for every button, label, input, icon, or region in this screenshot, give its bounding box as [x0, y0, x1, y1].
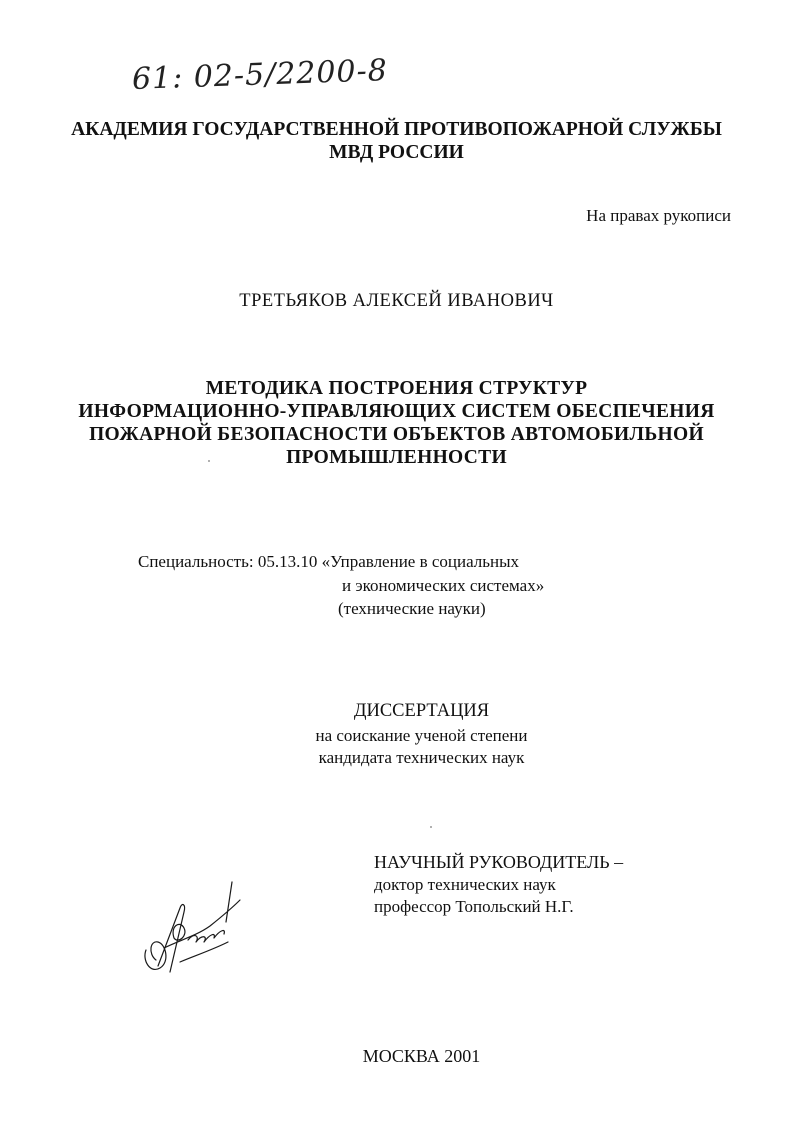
thesis-title-line-3: ПОЖАРНОЙ БЕЗОПАСНОСТИ ОБЪЕКТОВ АВТОМОБИЛЬНОЙ	[89, 424, 704, 445]
scan-speck	[208, 460, 210, 462]
city-year: МОСКВА 2001	[362, 1046, 481, 1066]
rights-notice: На правах рукописи	[586, 206, 731, 225]
supervisor-name: профессор Топольский Н.Г.	[374, 897, 574, 916]
thesis-title-line-2: ИНФОРМАЦИОННО-УПРАВЛЯЮЩИХ СИСТЕМ ОБЕСПЕЧЕНИЯ	[78, 401, 715, 422]
supervisor-heading: НАУЧНЫЙ РУКОВОДИТЕЛЬ –	[374, 852, 624, 872]
specialty-line-3: (технические науки)	[338, 599, 486, 618]
specialty-line-1: Специальность: 05.13.10 «Управление в социальных	[138, 552, 520, 571]
scan-speck	[430, 826, 432, 828]
dissertation-degree-line-2: кандидата технических наук	[318, 748, 525, 767]
supervisor-degree: доктор технических наук	[374, 875, 556, 894]
organization-line-1: АКАДЕМИЯ ГОСУДАРСТВЕННОЙ ПРОТИВОПОЖАРНОЙ СЛУЖБЫ	[71, 119, 722, 140]
thesis-title-line-4: ПРОМЫШЛЕННОСТИ	[286, 447, 507, 468]
specialty-line-2: и экономических системах»	[342, 576, 545, 595]
thesis-title-line-1: МЕТОДИКА ПОСТРОЕНИЯ СТРУКТУР	[205, 378, 588, 399]
author-signature	[140, 878, 250, 978]
dissertation-type: ДИССЕРТАЦИЯ	[353, 701, 490, 721]
handwritten-archive-number: 61: 02-5/2200-8	[131, 53, 389, 97]
author-name: ТРЕТЬЯКОВ АЛЕКСЕЙ ИВАНОВИЧ	[239, 291, 554, 311]
dissertation-degree-line-1: на соискание ученой степени	[315, 726, 528, 745]
organization-line-2: МВД РОССИИ	[329, 142, 464, 163]
